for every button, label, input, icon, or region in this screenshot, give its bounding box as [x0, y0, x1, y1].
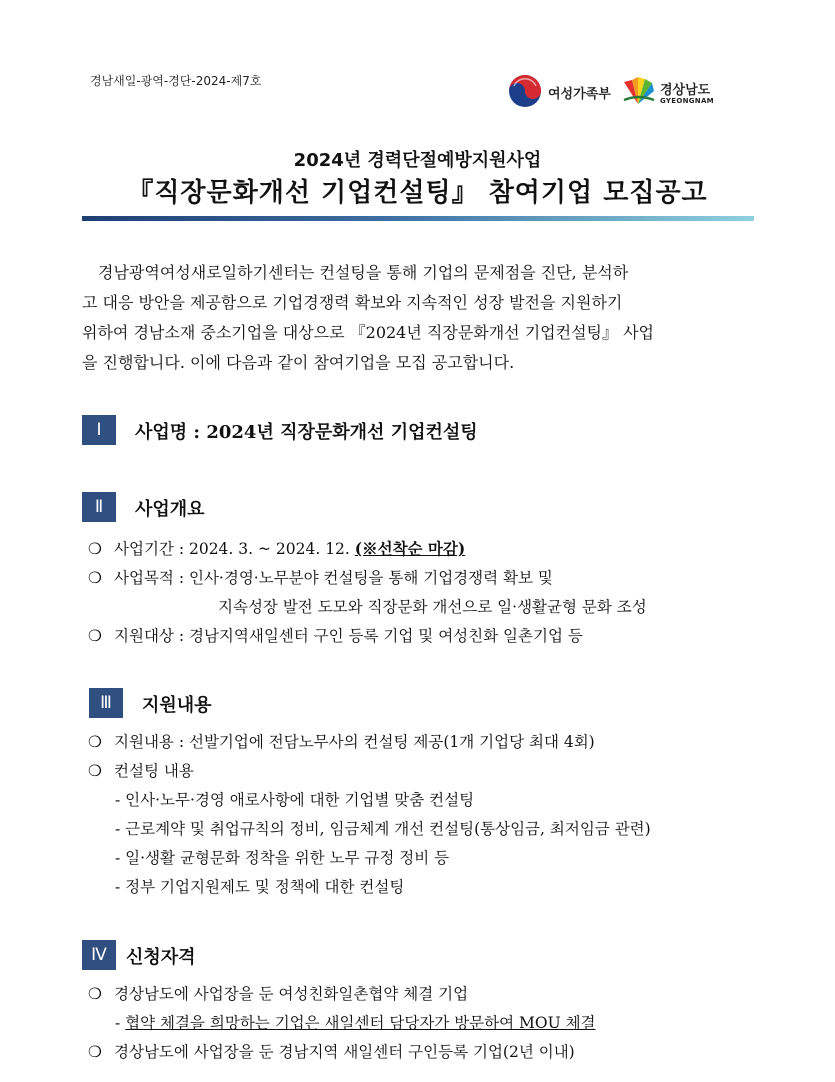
list-item-qualification-1: ❍ 경상남도에 사업장을 둔 여성친화일촌협약 체결 기업: [88, 985, 469, 1003]
intro-line-1: 경남광역여성새로일하기센터는 컨설팅을 통해 기업의 문제점을 진단, 분석하: [98, 263, 629, 282]
list-item-target: ❍ 지원대상 : 경남지역새일센터 구인 등록 기업 및 여성친화 일촌기업 등: [88, 627, 583, 645]
title-line-1: 2024년 경력단절예방지원사업: [293, 150, 542, 171]
first-come-note: (※선착순 마감): [354, 539, 466, 558]
province-subtitle: GYEONGNAM: [660, 97, 714, 105]
bullet-icon: ❍: [88, 762, 102, 780]
list-item-purpose: ❍ 사업목적 : 인사·경영·노무분야 컨설팅을 통해 기업경쟁력 확보 및: [88, 569, 553, 587]
section-4-title: 신청자격: [126, 947, 196, 968]
bullet-icon: ❍: [88, 569, 102, 587]
document-number: 경남새일-광역-경단-2024-제7호: [90, 74, 262, 88]
bullet-icon: ❍: [88, 985, 102, 1003]
list-item-consulting-label: ❍ 컨설팅 내용: [88, 762, 194, 780]
title-line-2: 『직장문화개선 기업컨설팅』 참여기업 모집공고: [127, 178, 708, 208]
bullet-icon: ❍: [88, 1043, 102, 1061]
list-item-period: ❍ 사업기간 : 2024. 3. ~ 2024. 12. (※선착순 마감): [88, 539, 466, 558]
list-item-qualification-2: ❍ 경상남도에 사업장을 둔 경남지역 새일센터 구인등록 기업(2년 이내): [88, 1043, 575, 1061]
qualification-1-note: - 협약 체결을 희망하는 기업은 새일센터 담당자가 방문하여 MOU 체결: [115, 1014, 596, 1032]
consulting-item-1: - 인사·노무·경영 애로사항에 대한 기업별 맞춤 컨설팅: [115, 791, 475, 809]
bullet-icon: ❍: [88, 540, 102, 558]
consulting-item-2: - 근로계약 및 취업규칙의 정비, 임금체계 개선 컨설팅(통상임금, 최저임금 관련): [115, 820, 651, 838]
consulting-item-4: - 정부 기업지원제도 및 정책에 대한 컨설팅: [115, 878, 405, 896]
title-gradient-bar: [82, 216, 754, 221]
intro-line-3: 위하여 경남소재 중소기업을 대상으로 『2024년 직장문화개선 기업컨설팅』 사업: [82, 323, 655, 342]
section-1-title: 사업명 : 2024년 직장문화개선 기업컨설팅: [135, 422, 478, 443]
list-item-support: ❍ 지원내용 : 선발기업에 전담노무사의 컨설팅 제공(1개 기업당 최대 4회): [88, 733, 595, 751]
bullet-icon: ❍: [88, 733, 102, 751]
logo-group: [508, 70, 748, 112]
ministry-emblem-icon: [508, 74, 542, 108]
list-item-purpose-continued: 지속성장 발전 도모와 직장문화 개선으로 일·생활균형 문화 조성: [218, 598, 647, 616]
section-3-number: Ⅲ: [89, 688, 123, 718]
section-2-title: 사업개요: [135, 499, 205, 520]
section-2-number: Ⅱ: [82, 492, 116, 522]
section-3-title: 지원내용: [142, 695, 212, 716]
consulting-item-3: - 일·생활 균형문화 정착을 위한 노무 규정 정비 등: [115, 849, 450, 867]
intro-line-2: 고 대응 방안을 제공함으로 기업경쟁력 확보와 지속적인 성장 발전을 지원하기: [82, 293, 623, 312]
ministry-name: 여성가족부: [548, 87, 611, 102]
section-4-number: Ⅳ: [82, 940, 116, 970]
section-1-number: Ⅰ: [82, 415, 116, 445]
province-name: 경상남도: [660, 83, 711, 98]
province-logo-icon: [620, 74, 656, 108]
intro-line-4: 을 진행합니다. 이에 다음과 같이 참여기업을 모집 공고합니다.: [82, 353, 515, 372]
bullet-icon: ❍: [88, 627, 102, 645]
